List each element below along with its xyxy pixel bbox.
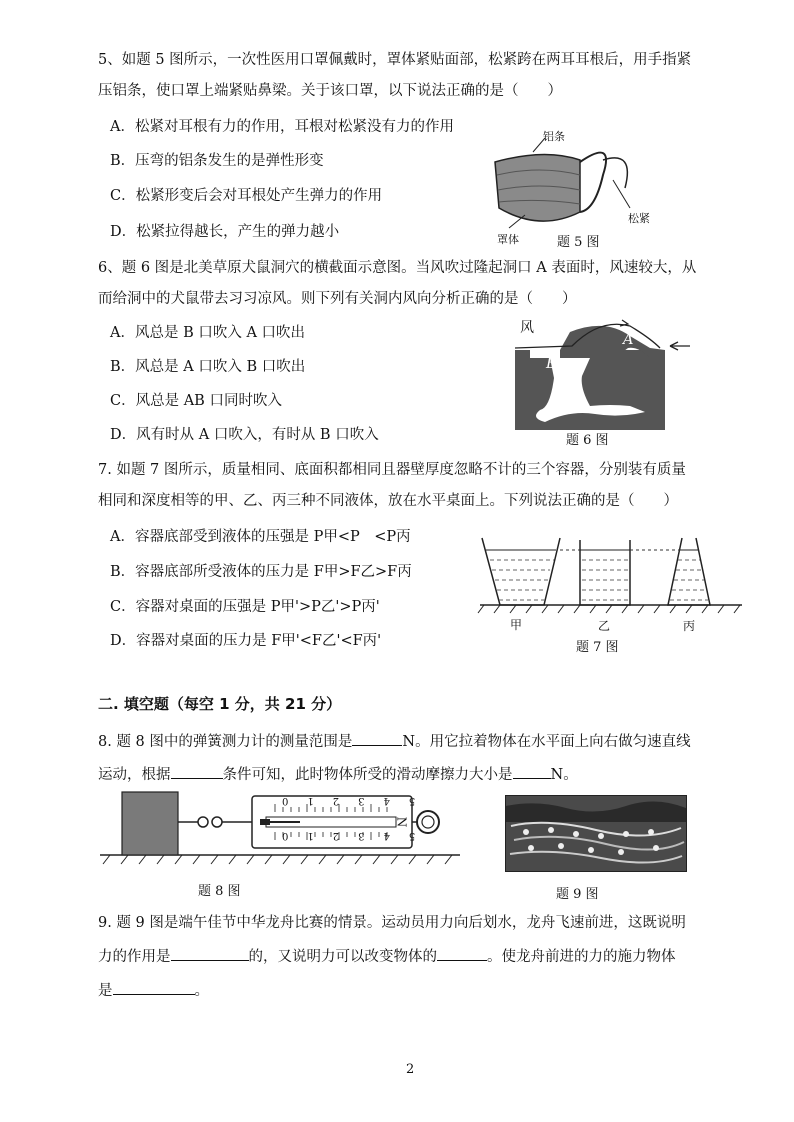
q8-line2 <box>98 764 578 785</box>
q9-line3-a: 是 <box>98 983 113 999</box>
q5-caption: 题 5 图 <box>557 235 600 250</box>
q8-scale-bottom-1: 1 <box>288 830 314 841</box>
q6-option-d: D．风有时从 A 口吹入，有时从 B 口吹入 <box>110 427 379 443</box>
q8-scale-bottom-5: 5 <box>389 830 416 841</box>
q7-option-b: B．容器底部所受液体的压力是 F甲>F乙>F丙 <box>110 564 412 580</box>
q8-line2-b: 条件可知，此时物体所受的滑动摩擦力大小是 <box>222 767 513 783</box>
q9-caption: 题 9 图 <box>556 887 599 902</box>
q6-stem-line2: 而给洞中的犬鼠带去习习凉风。则下列有关洞内风向分析正确的是（ ） <box>98 291 577 307</box>
q9-line3-b: 。 <box>194 983 209 999</box>
q8-line1-a: 8. 题 8 图中的弹簧测力计的测量范围是 <box>98 734 353 750</box>
q6-option-b: B．风总是 A 口吹入 B 口吹出 <box>110 359 306 375</box>
q9-blank-motion[interactable] <box>437 946 487 961</box>
q9-line3 <box>98 980 209 1001</box>
q5-stem-line1: 5、如题 5 图所示，一次性医用口罩佩戴时，罩体紧贴面部，松紧跨在两耳耳根后，用手指紧 <box>98 52 692 68</box>
q7-label-yi: 乙 <box>598 619 611 633</box>
q8-scale-top-5: 5 <box>389 795 416 806</box>
q8-line2-a: 运动，根据 <box>98 767 171 783</box>
page-number: 2 <box>406 1062 415 1077</box>
q5-option-b: B．压弯的铝条发生的是弹性形变 <box>110 153 324 169</box>
q7-option-d: D．容器对桌面的压力是 F甲'<F乙'<F丙' <box>110 633 382 649</box>
q8-caption: 题 8 图 <box>198 884 241 899</box>
q9-line2-c: 。使龙舟前进的力的施力物体 <box>487 949 676 965</box>
q9-line2-b: 的，又说明力可以改变物体的 <box>248 949 437 965</box>
q5-option-d: D．松紧拉得越长，产生的弹力越小 <box>110 224 340 240</box>
q9-dragon-boat-photo <box>505 795 687 872</box>
q7-stem-line1: 7. 如题 7 图所示，质量相同、底面积都相同且器壁厚度忽略不计的三个容器，分别装有质量 <box>98 462 686 478</box>
q6-caption: 题 6 图 <box>566 433 609 448</box>
q8-blank-condition[interactable] <box>171 764 223 779</box>
q7-label-bing: 丙 <box>683 619 696 633</box>
q9-line2 <box>98 946 676 967</box>
q6-burrow-figure <box>510 318 695 433</box>
q8-scale-unit: N <box>394 816 409 828</box>
q6-label-a: A <box>623 332 634 348</box>
q8-line1 <box>98 731 691 752</box>
q9-blank-agent[interactable] <box>113 980 195 995</box>
q8-blank-friction[interactable] <box>513 764 551 779</box>
q5-label-aluminum: 铝条 <box>543 130 565 143</box>
q8-scale-bottom-4: 4 <box>364 830 390 841</box>
q8-scale-top-1: 1 <box>288 795 314 806</box>
q6-stem-line1: 6、题 6 图是北美草原犬鼠洞穴的横截面示意图。当风吹过隆起洞口 A 表面时，风速较大，从 <box>98 260 697 276</box>
q8-scale-top-0: 0 <box>263 795 289 806</box>
q7-label-jia: 甲 <box>510 618 523 632</box>
q7-option-a: A．容器底部受到液体的压强是 P甲<P <P丙 <box>110 529 411 545</box>
q5-label-body: 罩体 <box>497 233 519 246</box>
q6-option-a: A．风总是 B 口吹入 A 口吹出 <box>110 325 306 341</box>
q7-stem-line2: 相同和深度相等的甲、乙、丙三种不同液体，放在水平桌面上。下列说法正确的是（ ） <box>98 493 678 509</box>
q6-label-wind: 风 <box>520 320 534 336</box>
q5-option-c: C．松紧形变后会对耳根处产生弹力的作用 <box>110 188 383 204</box>
q6-option-c: C．风总是 AB 口同时吹入 <box>110 393 282 409</box>
q8-blank-range[interactable] <box>352 731 402 746</box>
q9-line1: 9. 题 9 图是端午佳节中华龙舟比赛的情景。运动员用力向后划水，龙舟飞速前进，这既说明 <box>98 915 686 931</box>
q7-caption: 题 7 图 <box>576 640 619 655</box>
q5-option-a: A．松紧对耳根有力的作用，耳根对松紧没有力的作用 <box>110 119 454 135</box>
q5-stem-line2: 压铝条，使口罩上端紧贴鼻梁。关于该口罩，以下说法正确的是（ ） <box>98 83 562 99</box>
q9-blank-mutual[interactable] <box>171 946 249 961</box>
q8-scale-bottom-2: 2 <box>313 830 340 841</box>
q7-containers-figure <box>470 530 750 620</box>
q8-scale-top-2: 2 <box>313 795 340 806</box>
q8-line2-c: N。 <box>550 767 578 783</box>
q8-scale-bottom <box>263 830 415 841</box>
q8-scale-bottom-0: 0 <box>263 830 289 841</box>
q8-scale-bottom-3: 3 <box>339 830 365 841</box>
q8-scale-top <box>263 795 415 806</box>
q6-label-b: B <box>546 356 557 372</box>
section2-title: 二. 填空题（每空 1 分，共 21 分） <box>98 695 342 713</box>
q9-line2-a: 力的作用是 <box>98 949 171 965</box>
q5-label-elastic: 松紧 <box>628 212 650 225</box>
q8-scale-top-3: 3 <box>339 795 365 806</box>
q7-option-c: C．容器对桌面的压强是 P甲'>P乙'>P丙' <box>110 599 380 615</box>
q8-scale-top-4: 4 <box>364 795 390 806</box>
q8-line1-b: N。用它拉着物体在水平面上向右做匀速直线 <box>402 734 691 750</box>
